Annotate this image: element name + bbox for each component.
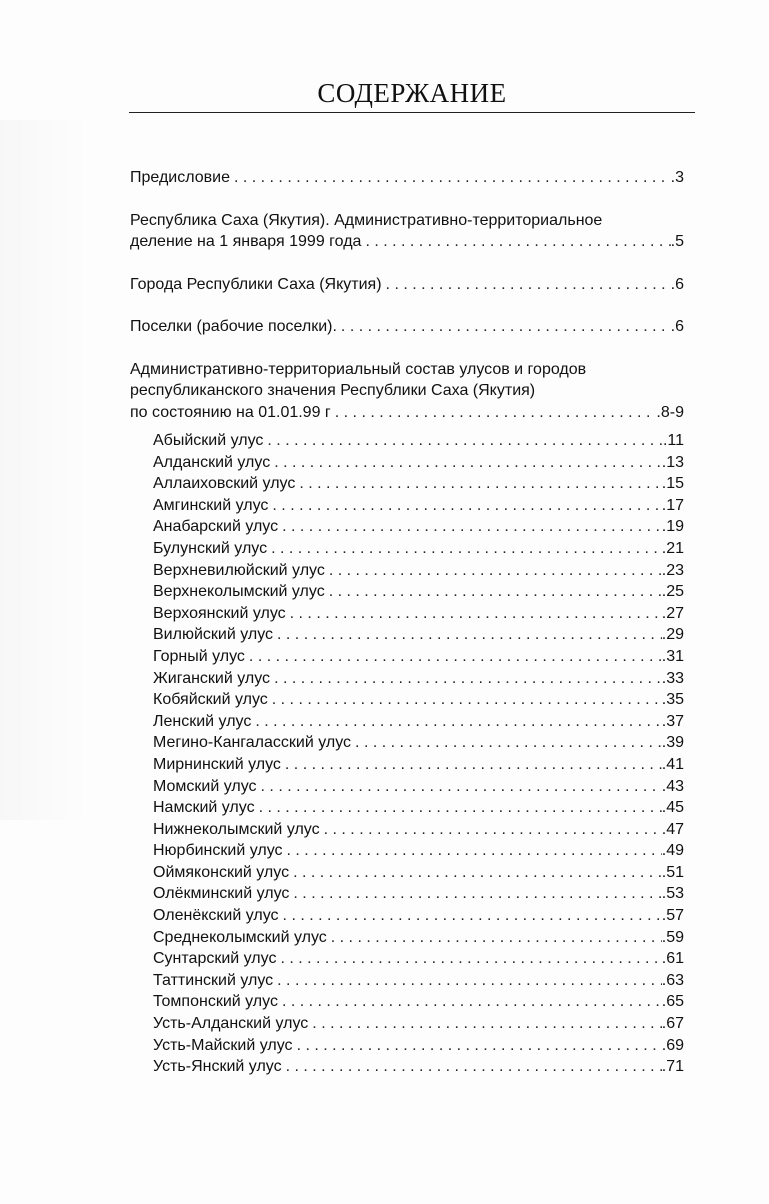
toc-page-number: .63 <box>661 971 684 989</box>
toc-page-number: .37 <box>661 712 684 730</box>
toc-ulus-entry[interactable] <box>153 668 684 690</box>
toc-entry-title-line: Административно-территориальный состав улусов и городов <box>130 360 587 378</box>
toc-ulus-label: Вилюйский улус <box>153 626 274 644</box>
toc-ulus-label: Верхнеколымский улус <box>153 583 325 601</box>
toc-page-number: .5 <box>670 233 684 250</box>
toc-ulus-label: Мирнинский улус <box>153 755 281 773</box>
toc-ulus-label: Таттинский улус <box>153 971 274 989</box>
toc-ulus-label: Жиганский улус <box>153 669 271 687</box>
dot-leader <box>299 473 661 495</box>
toc-page-number: .69 <box>661 1036 684 1054</box>
toc-ulus-label: Нижнеколымский улус <box>153 820 320 838</box>
toc-page-number: .15 <box>661 475 684 493</box>
toc-page-number: .35 <box>661 691 684 709</box>
toc-page-number: .39 <box>661 734 684 752</box>
dot-leader <box>249 646 662 668</box>
toc-page-number: .65 <box>661 993 684 1011</box>
dot-leader <box>277 970 662 992</box>
toc-ulus-entry[interactable] <box>153 452 684 474</box>
toc-ulus-entry[interactable] <box>153 560 684 582</box>
toc-ulus-label: Момский улус <box>153 777 257 795</box>
toc-ulus-label: Горный улус <box>153 647 245 665</box>
toc-entry-label: деление на 1 января 1999 года <box>130 233 362 250</box>
dot-leader <box>287 840 662 862</box>
toc-page-number: .61 <box>661 950 684 968</box>
toc-page-number: .6 <box>670 275 684 293</box>
dot-leader <box>312 1013 661 1035</box>
toc-ulus-entry[interactable] <box>153 711 684 733</box>
toc-page-number: .43 <box>661 777 684 795</box>
toc-main-entries <box>130 167 684 423</box>
page-title: СОДЕРЖАНИЕ <box>317 78 507 108</box>
dot-leader <box>285 754 662 776</box>
toc-ulus-entry[interactable] <box>153 516 684 538</box>
toc-ulus-entry[interactable] <box>153 970 684 992</box>
dot-leader <box>331 927 662 949</box>
toc-ulus-entry[interactable] <box>153 1013 684 1035</box>
table-of-contents <box>130 167 684 1078</box>
toc-entry-label: Города Республики Саха (Якутия) <box>130 275 382 293</box>
dot-leader <box>274 452 662 474</box>
dot-leader <box>297 1035 662 1057</box>
toc-ulus-entry[interactable] <box>153 603 684 625</box>
toc-page-number: .41 <box>661 755 684 773</box>
toc-ulus-entry[interactable] <box>153 430 684 452</box>
dot-leader <box>341 316 671 338</box>
toc-page-number: .49 <box>661 842 684 860</box>
dot-leader <box>272 495 661 517</box>
dot-leader <box>282 516 662 538</box>
dot-leader <box>259 797 662 819</box>
dot-leader <box>272 689 662 711</box>
toc-ulus-label: Верхоянский улус <box>153 604 286 622</box>
toc-page-number: .13 <box>661 453 684 471</box>
dot-leader <box>290 603 662 625</box>
toc-entry-title-line: Республика Саха (Якутия). Административно-территориальное <box>130 211 603 229</box>
toc-page-number: .31 <box>661 647 684 665</box>
toc-ulus-label: Амгинский улус <box>153 496 269 514</box>
toc-page-number: .19 <box>661 518 684 536</box>
dot-leader <box>335 402 657 424</box>
dot-leader <box>282 991 662 1013</box>
toc-ulus-label: Булунский улус <box>153 539 268 557</box>
toc-ulus-label: Верхневилюйский улус <box>153 561 325 579</box>
scan-shadow <box>0 120 90 820</box>
dot-leader <box>355 732 662 754</box>
toc-page-number: .29 <box>661 626 684 644</box>
dot-leader <box>293 862 662 884</box>
toc-page-number: .3 <box>670 169 684 186</box>
toc-ulus-entries <box>130 430 684 1078</box>
toc-ulus-entry[interactable] <box>153 1056 684 1078</box>
toc-ulus-entry[interactable] <box>153 819 684 841</box>
toc-entry-label: Поселки (рабочие поселки). <box>130 318 337 335</box>
toc-ulus-entry[interactable] <box>153 840 684 862</box>
toc-page-number: .71 <box>661 1058 684 1076</box>
toc-page-number: .8-9 <box>656 403 684 421</box>
dot-leader <box>324 819 662 841</box>
toc-ulus-label: Сунтарский улус <box>153 950 277 968</box>
dot-leader <box>280 948 661 970</box>
toc-ulus-entry[interactable] <box>153 754 684 776</box>
toc-ulus-label: Намский улус <box>153 799 255 817</box>
toc-ulus-entry[interactable] <box>153 581 684 603</box>
dot-leader <box>365 231 670 253</box>
toc-page-number: .25 <box>661 583 684 601</box>
toc-ulus-entry[interactable] <box>153 862 684 884</box>
toc-ulus-label: Мегино-Кангаласский улус <box>153 734 352 752</box>
dot-leader <box>286 1056 662 1078</box>
toc-page-number: .27 <box>661 604 684 622</box>
toc-page-number: .11 <box>662 432 684 449</box>
toc-ulus-label: Оленёкский улус <box>153 907 279 925</box>
toc-entry[interactable] <box>130 167 684 189</box>
toc-entry-line <box>130 274 684 296</box>
toc-ulus-entry[interactable] <box>153 646 684 668</box>
dot-leader <box>283 905 662 927</box>
dot-leader <box>271 538 662 560</box>
toc-ulus-label: Нюрбинский улус <box>153 842 283 860</box>
toc-page-number: .47 <box>661 820 684 838</box>
toc-entry-line <box>130 402 684 424</box>
toc-page-number: .53 <box>661 885 684 903</box>
toc-page-number: .6 <box>670 318 684 335</box>
toc-ulus-entry[interactable] <box>153 538 684 560</box>
toc-entry-line <box>130 231 684 253</box>
toc-ulus-label: Кобяйский улус <box>153 691 268 709</box>
toc-entry-line <box>130 167 684 189</box>
dot-leader <box>329 581 662 603</box>
toc-entry[interactable] <box>130 274 684 296</box>
toc-ulus-label: Усть-Алданский улус <box>153 1015 309 1033</box>
toc-page-number: .51 <box>661 863 684 881</box>
dot-leader <box>293 883 661 905</box>
toc-page-number: .33 <box>661 669 684 687</box>
toc-entry[interactable] <box>130 210 684 253</box>
toc-ulus-label: Абыйский улус <box>153 432 264 449</box>
toc-ulus-entry[interactable] <box>153 948 684 970</box>
toc-page-number: .57 <box>661 907 684 925</box>
toc-entry-line <box>130 316 684 338</box>
toc-ulus-entry[interactable] <box>153 797 684 819</box>
dot-leader <box>329 560 662 582</box>
toc-entry-label: Предисловие <box>130 169 230 186</box>
toc-page-number: .17 <box>661 496 684 514</box>
toc-page-number: .59 <box>661 928 684 946</box>
dot-leader <box>277 624 662 646</box>
toc-page-number: .45 <box>661 799 684 817</box>
toc-ulus-label: Томпонский улус <box>153 993 278 1011</box>
toc-ulus-entry[interactable] <box>153 473 684 495</box>
toc-ulus-label: Усть-Майский улус <box>153 1036 293 1054</box>
toc-ulus-entry[interactable] <box>153 689 684 711</box>
toc-ulus-label: Анабарский улус <box>153 518 279 536</box>
toc-ulus-entry[interactable] <box>153 905 684 927</box>
toc-entry[interactable] <box>130 359 684 424</box>
title-underline <box>129 112 695 113</box>
toc-ulus-label: Аллаиховский улус <box>153 475 296 493</box>
toc-ulus-entry[interactable] <box>153 732 684 754</box>
dot-leader <box>261 776 662 798</box>
toc-ulus-entry[interactable] <box>153 991 684 1013</box>
toc-ulus-entry[interactable] <box>153 1035 684 1057</box>
toc-ulus-entry[interactable] <box>153 883 684 905</box>
toc-ulus-entry[interactable] <box>153 495 684 517</box>
toc-ulus-label: Олёкминский улус <box>153 885 290 903</box>
toc-ulus-entry[interactable] <box>153 624 684 646</box>
toc-ulus-entry[interactable] <box>153 776 684 798</box>
toc-entry-title-line: республиканского значения Республики Саха (Якутия) <box>130 382 536 399</box>
dot-leader <box>234 167 671 189</box>
toc-page-number: .21 <box>661 539 684 557</box>
toc-ulus-label: Алданский улус <box>153 453 271 471</box>
toc-ulus-entry[interactable] <box>153 927 684 949</box>
toc-ulus-label: Ленский улус <box>153 712 252 730</box>
dot-leader <box>274 668 662 690</box>
dot-leader <box>267 430 663 452</box>
dot-leader <box>255 711 661 733</box>
toc-ulus-label: Усть-Янский улус <box>153 1058 282 1076</box>
toc-ulus-label: Оймяконский улус <box>153 863 290 881</box>
toc-page-number: .67 <box>661 1015 684 1033</box>
toc-ulus-label: Среднеколымский улус <box>153 928 327 946</box>
toc-page-number: .23 <box>661 561 684 579</box>
dot-leader <box>386 274 671 296</box>
toc-entry-label: по состоянию на 01.01.99 г <box>130 403 331 421</box>
toc-entry[interactable] <box>130 316 684 338</box>
